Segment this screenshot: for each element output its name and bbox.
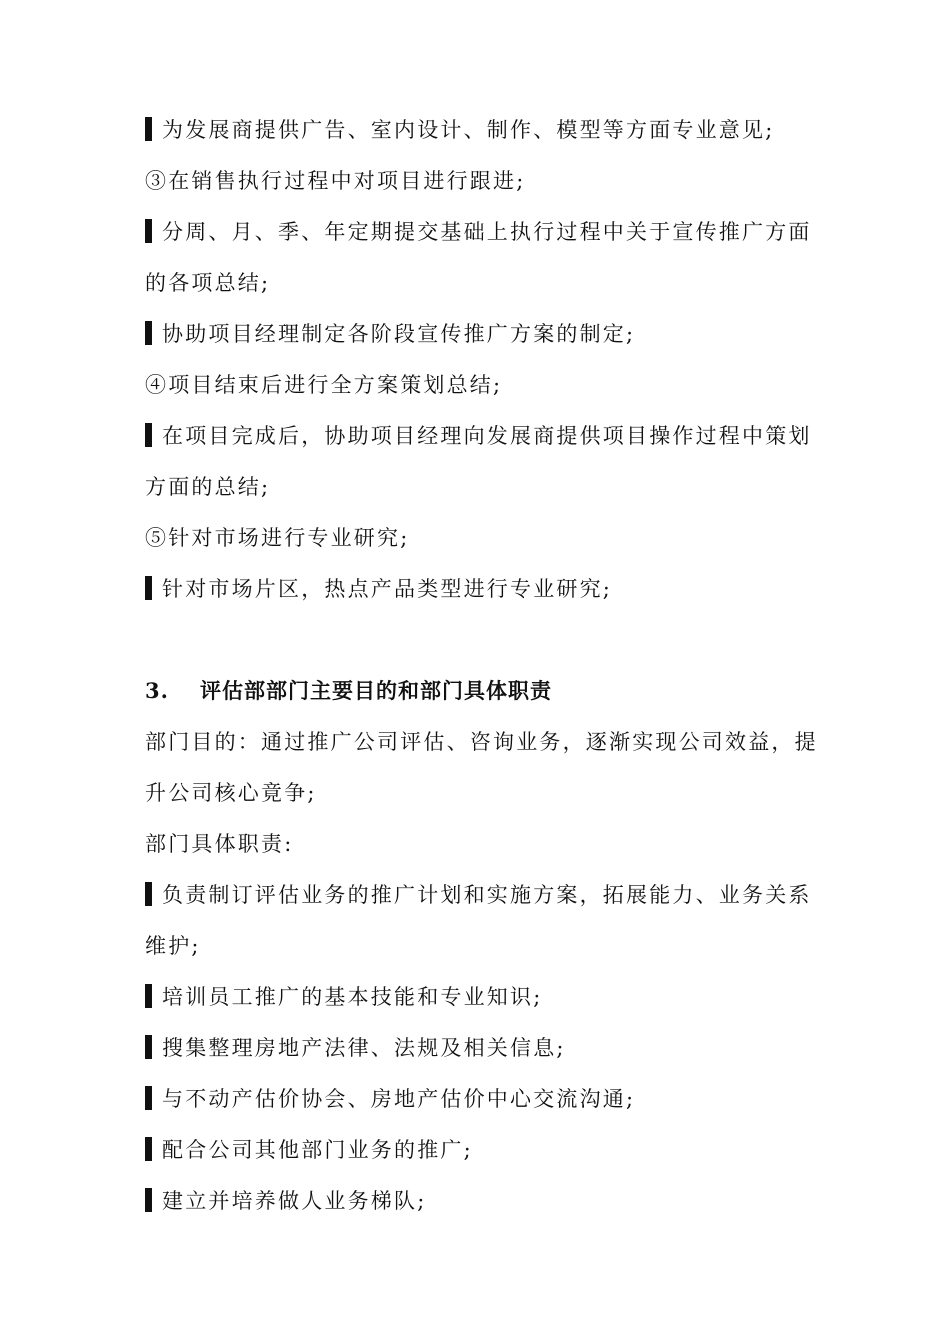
list-item-text: 与不动产估价协会、房地产估价中心交流沟通; [162, 1087, 636, 1111]
bullet-marker [145, 321, 152, 345]
list-item-text: 方面的总结; [145, 475, 271, 499]
list-item [145, 371, 815, 399]
list-item [145, 1136, 815, 1164]
purpose-paragraph-continuation [145, 779, 815, 807]
duties-label-text: 部门具体职责: [145, 832, 294, 856]
purpose-text-line1: 部门目的：通过推广公司评估、咨询业务，逐渐实现公司效益，提 [145, 730, 818, 754]
list-item [145, 167, 815, 195]
bullet-marker [145, 1035, 152, 1059]
list-item [145, 422, 815, 450]
bullet-marker [145, 423, 152, 447]
bullet-marker [145, 984, 152, 1008]
list-item [145, 320, 815, 348]
list-item-continuation [145, 932, 815, 960]
list-item-text: ④项目结束后进行全方案策划总结; [145, 373, 503, 397]
bullet-marker [145, 1137, 152, 1161]
bullet-marker [145, 1086, 152, 1110]
list-item-text: 分周、月、季、年定期提交基础上执行过程中关于宣传推广方面 [162, 220, 812, 244]
duties-label [145, 830, 815, 858]
bullet-marker [145, 576, 152, 600]
bullet-marker [145, 219, 152, 243]
list-item-text: ③在销售执行过程中对项目进行跟进; [145, 169, 526, 193]
list-item [145, 575, 815, 603]
purpose-text-line2: 升公司核心竟争; [145, 781, 317, 805]
section-heading [145, 677, 552, 705]
list-item [145, 218, 815, 246]
list-item [145, 1085, 815, 1113]
list-item-continuation [145, 473, 815, 501]
bullet-marker [145, 117, 152, 141]
list-item-text: 搜集整理房地产法律、法规及相关信息; [162, 1036, 566, 1060]
purpose-paragraph [145, 728, 818, 756]
list-item-text: 维护; [145, 934, 201, 958]
list-item-text: 配合公司其他部门业务的推广; [162, 1138, 473, 1162]
list-item [145, 1034, 815, 1062]
list-item [145, 1187, 815, 1215]
list-item-text: 在项目完成后，协助项目经理向发展商提供项目操作过程中策划 [162, 424, 812, 448]
list-item-text: 协助项目经理制定各阶段宣传推广方案的制定; [162, 322, 636, 346]
list-item [145, 116, 815, 144]
list-item-text: 培训员工推广的基本技能和专业知识; [162, 985, 543, 1009]
list-item-text: ⑤针对市场进行专业研究; [145, 526, 410, 550]
bullet-marker [145, 882, 152, 906]
list-item [145, 524, 815, 552]
list-item-continuation [145, 269, 815, 297]
list-item-text: 的各项总结; [145, 271, 271, 295]
list-item-text: 负责制订评估业务的推广计划和实施方案，拓展能力、业务关系 [162, 883, 812, 907]
section-title: 评估部部门主要目的和部门具体职责 [200, 678, 552, 703]
section-number: 3. [145, 678, 169, 703]
list-item [145, 983, 815, 1011]
list-item-text: 为发展商提供广告、室内设计、制作、模型等方面专业意见; [162, 118, 775, 142]
bullet-marker [145, 1188, 152, 1212]
list-item [145, 881, 815, 909]
list-item-text: 建立并培养做人业务梯队; [162, 1189, 427, 1213]
list-item-text: 针对市场片区，热点产品类型进行专业研究; [162, 577, 613, 601]
